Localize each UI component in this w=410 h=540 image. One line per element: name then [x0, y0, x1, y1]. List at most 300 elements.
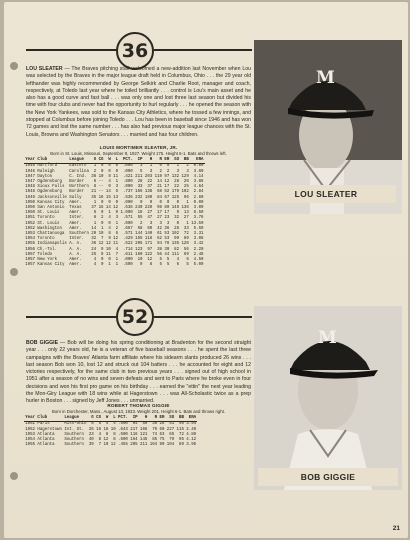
table-cell: 53	[164, 237, 170, 242]
table-cell: 16	[98, 206, 104, 211]
table-cell: 3.42	[193, 242, 204, 247]
table-cell: 1951	[25, 422, 36, 427]
table-cell: 140	[144, 232, 153, 237]
table-cell: Miss-Ohio	[64, 422, 87, 427]
table-cell: 1950	[25, 200, 36, 205]
table-cell: 203	[144, 174, 153, 179]
table-cell: 1953	[25, 432, 36, 437]
table-cell: 119	[154, 174, 163, 179]
table-cell: 8	[93, 216, 97, 221]
number-rule-right	[154, 316, 252, 318]
table-cell: 8.50	[193, 211, 204, 216]
player-bio	[26, 340, 251, 406]
table-cell: 1949	[25, 195, 36, 200]
table-cell: Southern	[64, 438, 84, 443]
table-cell: 95	[178, 438, 184, 443]
table-cell: 12	[98, 242, 104, 247]
table-cell: Inter.	[69, 237, 84, 242]
table-cell: 0	[101, 164, 104, 169]
table-cell: Eastern	[69, 164, 87, 169]
table-cell: Hartford	[37, 164, 58, 169]
table-cell: Inter.	[69, 216, 84, 221]
table-cell: Sioux Falls	[37, 185, 65, 190]
table-cell: C. Ind.	[69, 174, 87, 179]
column-header: IP	[134, 158, 144, 164]
column-header: H	[144, 158, 154, 164]
table-cell: 211	[139, 443, 148, 448]
table-cell: 20	[91, 232, 97, 237]
table-cell: 0.00	[193, 164, 204, 169]
table-cell: A. A.	[69, 242, 82, 247]
cap-logo: M	[316, 68, 335, 88]
uniform-number-badge	[116, 32, 154, 70]
table-cell: 120	[181, 242, 189, 247]
table-cell: 27	[183, 216, 189, 221]
table-cell: 16	[98, 195, 104, 200]
table-cell: 144	[135, 232, 143, 237]
table-cell: 0	[176, 221, 180, 226]
table-cell: 5	[115, 190, 119, 195]
player-full-name: LOUIS MORTIMER SLEATER, JR.	[99, 145, 178, 150]
table-cell: 53	[164, 232, 170, 237]
table-cell: 65	[169, 432, 175, 437]
table-cell: 1957	[25, 258, 36, 263]
table-cell: 22	[147, 180, 153, 185]
column-header: PCT.	[119, 158, 134, 164]
number-rule-left	[26, 49, 118, 51]
table-cell: Southern	[69, 232, 89, 237]
table-cell: 0	[159, 164, 163, 169]
table-cell: Atlanta	[37, 432, 55, 437]
table-cell: 3	[149, 169, 153, 174]
column-header: League	[63, 416, 88, 422]
bio-lead-name: BOB GIGGIE	[26, 340, 59, 346]
table-cell: New York	[37, 258, 58, 263]
table-cell: 0	[140, 200, 143, 205]
table-cell: .500	[118, 422, 128, 427]
table-cell: 14	[91, 226, 97, 231]
table-cell: 9	[108, 237, 111, 242]
table-cell: 55	[137, 216, 143, 221]
column-header: BB	[180, 158, 190, 164]
column-header: League	[68, 158, 90, 164]
table-cell: 80	[164, 206, 170, 211]
table-cell: 9	[176, 211, 180, 216]
table-cell: .000	[122, 258, 133, 263]
table-cell: .536	[122, 195, 133, 200]
table-cell: 0	[101, 263, 104, 268]
table-cell: 3.60	[193, 169, 204, 174]
table-cell: 5	[159, 263, 163, 268]
table-cell: 211	[135, 174, 143, 179]
column-header: H	[139, 416, 149, 422]
table-cell: 7	[101, 237, 104, 242]
table-cell: 5	[159, 258, 163, 263]
table-cell: 2.84	[193, 190, 204, 195]
table-cell: 0	[101, 169, 104, 174]
table-cell: Amer.	[69, 263, 82, 268]
table-cell: 36	[91, 242, 97, 247]
table-cell: Atlanta	[37, 443, 55, 448]
table-cell: Chattanooga	[37, 232, 65, 237]
table-cell: 68	[157, 190, 163, 195]
column-header: ERA	[185, 416, 197, 422]
table-cell: 89	[178, 443, 184, 448]
table-cell: 1954	[25, 237, 36, 242]
player-photo	[254, 306, 402, 490]
table-cell: 129	[181, 174, 189, 179]
column-header: L	[110, 416, 117, 422]
table-cell: 14	[105, 190, 111, 195]
table-cell: .000	[122, 221, 133, 226]
table-cell: 38	[157, 247, 163, 252]
table-cell: 7	[98, 443, 102, 448]
table-cell: 1950	[25, 211, 36, 216]
table-cell: 115	[176, 427, 184, 432]
table-cell: 60	[159, 427, 165, 432]
table-cell: Toronto	[37, 237, 55, 242]
table-cell: .643	[118, 427, 128, 432]
table-cell: 39	[88, 443, 94, 448]
table-cell: Border	[69, 180, 84, 185]
table-cell: 148	[171, 206, 180, 211]
table-cell: 1948	[25, 185, 36, 190]
table-cell: 4.12	[186, 438, 197, 443]
table-cell: 23	[88, 432, 94, 437]
table-cell: .000	[122, 200, 133, 205]
table-cell: 2.20	[193, 247, 204, 252]
table-cell: 52	[164, 190, 170, 195]
table-cell: 8	[113, 432, 116, 437]
table-cell: 10	[110, 427, 116, 432]
cap-logo: M	[318, 328, 337, 348]
table-cell: .421	[122, 174, 133, 179]
table-cell: 6	[93, 180, 97, 185]
table-cell: 8	[98, 438, 102, 443]
table-cell: 1955	[25, 443, 36, 448]
table-cell: 0	[115, 164, 119, 169]
table-cell: 72	[178, 432, 184, 437]
table-cell: 1	[108, 263, 111, 268]
table-cell: 12	[110, 443, 116, 448]
table-cell: 4	[108, 226, 111, 231]
table-cell: 4.14	[193, 174, 204, 179]
table-row	[24, 443, 197, 448]
table-cell: 25	[91, 252, 97, 257]
table-cell: 64	[132, 422, 138, 427]
table-cell: 0	[108, 164, 111, 169]
table-cell: 5.59	[193, 226, 204, 231]
table-cell: 0	[115, 200, 119, 205]
table-cell: 14	[105, 206, 111, 211]
table-cell: A. A.	[69, 252, 82, 257]
table-cell: 1948	[25, 190, 36, 195]
table-cell: 5	[98, 422, 102, 427]
table-cell: 42	[157, 226, 163, 231]
table-cell: 0	[108, 221, 111, 226]
table-cell: Amer.	[69, 258, 82, 263]
table-cell: 118	[144, 237, 153, 242]
table-cell: 40	[88, 438, 94, 443]
uniform-number: 52	[121, 306, 149, 328]
table-cell: 17	[164, 185, 170, 190]
table-cell: 1	[93, 200, 97, 205]
table-cell: 8	[105, 432, 109, 437]
table-cell: 8	[113, 438, 116, 443]
table-cell: 60	[147, 226, 153, 231]
table-cell: .538	[122, 206, 133, 211]
binder-hole	[10, 268, 18, 276]
table-cell: 89	[183, 237, 189, 242]
table-cell: 12	[113, 206, 119, 211]
bio-text: — The Braves pitching staff welcomed a new-addition last November when Lou was selected by the Braves in the major league draft held in Columbus, Ohio . . . the 29 year old lefthander was highly recommended by George Selkirk and Charlie Root, manager and coach, respectively, at Toledo last year where he toiled brilliantly . . . control is Lou's main asset and he also has a good curve and fast ball . . . was only one and lost three last season but divided his time with four clubs and never had the opportunity to hurl regularly . . . he opened the season with the New York Yankees, was sold to the Kansas City Athletics, where he tossed a few innings, and stopped at Columbus before joining Toledo . . . Lou has been in baseball since 1946 and has won 72 games and lost the same number . . . has also had previous major league chances with the St. Louis, Browns and Washington Senators . . . married and has four children.	[26, 66, 251, 138]
table-cell: .429	[122, 237, 133, 242]
table-cell: 30	[164, 247, 170, 252]
column-header: IP	[129, 416, 139, 422]
table-cell: 37	[91, 206, 97, 211]
table-cell: 122	[144, 252, 153, 257]
table-cell: 4.89	[186, 432, 197, 437]
table-cell: 180	[144, 195, 153, 200]
table-cell: 1.000	[120, 211, 133, 216]
table-cell: 8	[149, 263, 153, 268]
table-cell: 1947	[25, 180, 36, 185]
table-cell: 3.94	[186, 422, 197, 427]
table-cell: 72	[183, 232, 189, 237]
table-cell: 82	[174, 247, 180, 252]
table-cell: 227	[166, 427, 175, 432]
table-cell: 1	[108, 211, 111, 216]
table-cell: 33	[183, 226, 189, 231]
bio-text: — Bob will be doing his spring conditioning at Bradenton for the second straight year . . . only 22 years old, he is a veteran of five baseball seasons . . . he spent the last three campaigns with the Braves' Atlanta farm affiliate where his sidearm slants produced 26 wins . . . last season Bob won 10, lost 12 and struck out 104 batters . . . he accounted for eight and 12 victories respectively, for the same club in two previous years . . . signed out of high school in 1951 after a season of no wins and seven defeats and sent to Paris where he broke even in four decisions and won his first pro game on his birthday . . . earned the "ettin" the next year leading the Mon-Giry League with 18 wins while at Hagerstown . . . was All-Scholastic twice as a prep hurler in Boston . . . signed by Jeff Jones . . . unmarried.	[26, 340, 251, 405]
table-cell: 0.00	[193, 200, 204, 205]
table-cell: 1957	[25, 263, 36, 268]
table-cell: 56	[183, 247, 189, 252]
column-header: Year	[25, 416, 36, 420]
table-cell: Texas	[69, 206, 82, 211]
table-cell: 4	[93, 258, 97, 263]
table-cell: 0	[108, 169, 111, 174]
column-header: ERA	[190, 158, 205, 164]
photo-caption-name: BOB GIGGIE	[300, 472, 356, 482]
table-cell: 155	[135, 237, 143, 242]
table-cell: 1	[93, 164, 97, 169]
table-cell: 4.64	[193, 185, 204, 190]
number-rule-right	[154, 49, 252, 51]
table-cell: 3.08	[193, 237, 204, 242]
table-cell: 160	[135, 252, 143, 257]
table-cell: Atlanta	[37, 438, 55, 443]
table-cell: 99	[174, 237, 180, 242]
table-cell: 67	[164, 195, 170, 200]
bio-lead-name: LOU SLEATER	[26, 66, 63, 72]
table-cell: 2	[159, 169, 163, 174]
table-cell: 21	[157, 185, 163, 190]
table-cell: 6	[115, 232, 119, 237]
career-stats-table	[24, 416, 197, 448]
table-cell: 10	[137, 258, 143, 263]
table-cell: 63	[159, 432, 165, 437]
table-cell: 9	[101, 247, 104, 252]
table-cell: 12	[113, 237, 119, 242]
column-header: CG	[96, 416, 102, 420]
table-cell: 0	[115, 169, 119, 174]
career-stats-table	[24, 158, 205, 268]
table-cell: 166	[139, 427, 148, 432]
table-cell: 8	[108, 174, 111, 179]
table-cell: 102	[171, 232, 180, 237]
binder-hole	[10, 62, 18, 70]
table-cell: 7	[115, 252, 119, 257]
table-cell: Hagerstown	[37, 427, 62, 432]
table-cell: 3	[115, 216, 119, 221]
table-cell: 32	[91, 237, 97, 242]
table-row	[24, 263, 205, 268]
table-cell: 4	[115, 247, 119, 252]
table-cell: 3.76	[193, 216, 204, 221]
table-cell: 3.95	[186, 443, 197, 448]
table-cell: 24	[91, 247, 97, 252]
table-cell: 26	[88, 427, 94, 432]
table-cell: 9	[140, 263, 143, 268]
table-cell: 69	[183, 252, 189, 257]
table-cell: 116	[130, 432, 138, 437]
column-header: L	[112, 158, 119, 164]
table-cell: 1	[186, 200, 189, 205]
table-cell: 1	[115, 263, 119, 268]
table-cell: 3	[186, 169, 189, 174]
table-cell: 13.50	[191, 221, 204, 226]
table-cell: 3.31	[193, 232, 204, 237]
column-header: R	[153, 158, 163, 164]
table-cell: 1956	[25, 247, 36, 252]
table-cell: 3	[149, 221, 153, 226]
table-cell: 10	[105, 247, 111, 252]
table-cell: 12	[105, 242, 111, 247]
table-cell: 28	[174, 226, 180, 231]
table-cell: Washington	[37, 226, 62, 231]
table-cell: 5	[140, 169, 143, 174]
table-cell: 22	[174, 185, 180, 190]
table-cell: 50	[142, 422, 148, 427]
table-cell: 14	[157, 180, 163, 185]
table-cell: 56	[157, 252, 163, 257]
table-cell: 0	[176, 200, 180, 205]
table-cell: 6	[176, 263, 180, 268]
table-cell: Border	[69, 190, 84, 195]
table-cell: 21	[91, 190, 97, 195]
table-cell: Paris	[37, 422, 50, 427]
table-cell: 98	[157, 206, 163, 211]
table-cell: 1	[115, 221, 119, 226]
table-cell: 10	[98, 232, 104, 237]
table-cell: 102	[181, 190, 189, 195]
column-header: SO	[171, 158, 181, 164]
table-cell: 1	[115, 180, 119, 185]
column-header: W	[102, 416, 109, 422]
table-cell: Int. St.	[64, 427, 84, 432]
table-cell: 2.60	[193, 195, 204, 200]
table-cell: 44	[164, 252, 170, 257]
table-cell: 217	[130, 427, 138, 432]
table-cell: 28	[137, 180, 143, 185]
table-cell: 10	[98, 174, 104, 179]
table-cell: Ogdensburg	[37, 180, 62, 185]
table-cell: 0	[166, 164, 170, 169]
table-cell: Indianapolis	[37, 242, 67, 247]
table-cell: 78	[164, 242, 170, 247]
table-row	[24, 242, 205, 247]
table-cell: 37	[147, 185, 153, 190]
column-header: G	[90, 158, 97, 164]
table-cell: .600	[118, 438, 128, 443]
table-cell: 1950	[25, 206, 36, 211]
table-cell: 35	[91, 195, 97, 200]
table-cell: 0	[101, 221, 104, 226]
table-cell: 6	[93, 211, 97, 216]
table-cell: 61	[157, 232, 163, 237]
table-cell: 79	[169, 438, 175, 443]
table-cell: 5	[166, 258, 170, 263]
table-cell: 2.48	[193, 252, 204, 257]
table-cell: .571	[122, 232, 133, 237]
photo-caption-name: LOU SLEATER	[294, 189, 358, 199]
table-cell: St. Louis	[37, 211, 60, 216]
table-cell: 4	[113, 422, 116, 427]
table-cell: 1955	[25, 242, 36, 247]
table-cell: 1952	[25, 427, 36, 432]
table-cell: 5	[166, 263, 170, 268]
table-cell: .500	[118, 432, 128, 437]
table-cell: Southern	[64, 443, 84, 448]
column-header: BB	[175, 416, 185, 422]
player-bio	[26, 66, 251, 139]
table-cell: 104	[149, 443, 158, 448]
table-cell: 27	[157, 216, 163, 221]
table-cell: .500	[122, 263, 133, 268]
table-cell: Kansas City	[37, 200, 65, 205]
table-cell: 51	[169, 422, 175, 427]
table-cell: 20	[183, 180, 189, 185]
table-cell: 1954	[25, 438, 36, 443]
table-cell: 1	[115, 258, 119, 263]
table-cell: 232	[135, 195, 143, 200]
table-cell: 3.00	[193, 206, 204, 211]
table-cell: Southern	[64, 432, 84, 437]
table-cell: .737	[122, 190, 133, 195]
table-cell: 3	[115, 185, 119, 190]
table-cell: 220	[144, 206, 153, 211]
table-cell: 125	[171, 195, 180, 200]
table-cell: 0	[166, 200, 170, 205]
table-cell: 165	[135, 190, 143, 195]
binder-hole	[10, 472, 18, 480]
table-cell: 28	[159, 422, 165, 427]
table-cell: 1947	[25, 174, 36, 179]
table-cell: 4.50	[193, 258, 204, 263]
table-cell: Carolina	[69, 169, 89, 174]
table-cell: Dayton	[37, 174, 53, 179]
table-cell: Amer.	[69, 221, 82, 226]
table-cell: 28	[174, 180, 180, 185]
table-cell: 32	[174, 216, 180, 221]
table-cell: 205	[135, 242, 143, 247]
table-cell: 38	[91, 174, 97, 179]
table-cell: 18	[137, 211, 143, 216]
table-cell: 74	[152, 432, 158, 437]
table-cell: 8	[91, 422, 94, 427]
table-cell: 3	[176, 169, 180, 174]
